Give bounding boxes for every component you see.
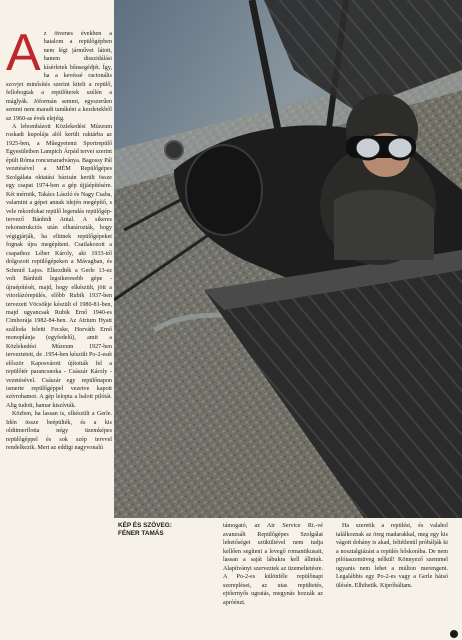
goggles-lens-right xyxy=(387,137,413,159)
photo-credit xyxy=(118,522,186,538)
paragraph-2: A lebombázott Közlekedési Múzeum roskadt kupolája alól került raktárba az 1925-ben, a Műegyetemi Sportrepülő Egyesületben Lampich Árpád tervei szerint épült Róma roncsmaradványa. Bagossy Pál vezetésével a MÉM Repülőgépes Szolgálata oktatási bázisán került össze egy csapat 1974-ben a gép újjáépítésére. Két mérnök, Takács László és Nagy Csaba, valamint a gépet annak idején megépítő, s vele rekordokat repülő legendás repülőgép-tervező Bánhidi Antal. A sikeres rekonstrukciós után elhatározták, hogy végigjárják, ha elütnek repülőgépeket fognak újra megépíteni. Csatlakozott a csapathoz Léber Károly, aki 1933-tól dolgozott repülőgépeken a Mávagban, és Schmid Lajos. Elkezdték a Gerle 13-ez volt Bánhidi legsikeresebb gépe - újraépítését, majd, hogy elkészült, jött a vitorlázórepülés, előbb Rubik 1937-ben tervezett Vöcsökje készült el 1980-81-ben, majd ugyancsak Rubik Ernő 1940-es Cimborája 1982-84-ben. Az Atrium Hyatt szálloda feletti Fecske, Horváth Ernő monoplánja (egyfedelű), amit a Közlekedési Múzeum 1927-ben terveztetett, de .1954-ben készült Po-2-esét először Kaposvárott újították fel a repülőtér parancsnoka - Császár Károly - vezetésével. Császár egy repülőnapon ismerte repülőgéppel vezetve kapott szívrohamot. A gép lelopta a halott pilótát. Alig tudott, hamar kiszívták. xyxy=(6,123,112,409)
goggles-lens-left xyxy=(355,137,381,159)
paragraph-1-text: z ötvenes években a hatalom a repülőgépben nem légi járművet látott, hanem disszidálási kísérletek bűnsegédjét. Így, ha a kevéssé racionális szovjet minősítés szerint kitelt a repülő, fellobogtak a repülőterek szélén a máglyák. Jóformán semmi, egyszerűen semmi nem maradt tanúként a kezdetekből az 1960-as évek elejéig. xyxy=(6,31,112,122)
bottom-column-middle xyxy=(223,522,323,634)
right-paragraph: Ha szeretik a repülést, és valahol találkoznak az öreg madarakkal, meg egy kis vágott dohány is akad, feltétlenül próbálják ki a nosztalgiázást a repülés hőskorába. De nem pilótaszemüveg nélkül! Könnyező szemmel ugyanis nem lehet a múlton merengeni. Legalábbis egy Po-2-es vagy a Gerle hátsó ülésén. Elhihetik. Kipróbáltam. xyxy=(336,523,448,589)
left-article-column xyxy=(6,30,112,634)
dropcap-letter: A xyxy=(6,30,41,82)
paragraph-3: Közben, ha lassan is, elkészült a Gerle. Idén össze beépülték, és a kis oldtimerflotta négy üzemképes repülőgéppel és sok szép tervvel rendelkezik. Mert az eddigi nagyvonalú xyxy=(6,411,112,452)
bottom-column-right xyxy=(336,522,448,634)
credit-author: FÉNER TAMÁS xyxy=(118,530,164,537)
paragraph-1 xyxy=(6,30,112,123)
page-end-mark xyxy=(450,630,458,638)
front-cockpit-opening xyxy=(186,145,262,235)
middle-paragraph: támogató, az Air Service Rt.-vé avanzsált Repülőgépes Szolgálat lehetőséget szükültével nem tudja kellően segíteni a levegő romantikusait, lassan a saját lábukra kell állniuk. Alapítványt szerveztek az üzemeltetésre. A Po-2-es különféle repülőnapi szereplései, az utas repültetés, ejtőernyős ugratás, megynás hozzák az apróénzt. xyxy=(223,523,323,606)
photo-illustration xyxy=(114,0,462,518)
credit-label: KÉP ÉS SZÖVEG: xyxy=(118,522,172,529)
biplane-pilot-photo xyxy=(114,0,462,518)
pilot-collar xyxy=(334,190,434,260)
wing-instrument xyxy=(165,141,183,159)
